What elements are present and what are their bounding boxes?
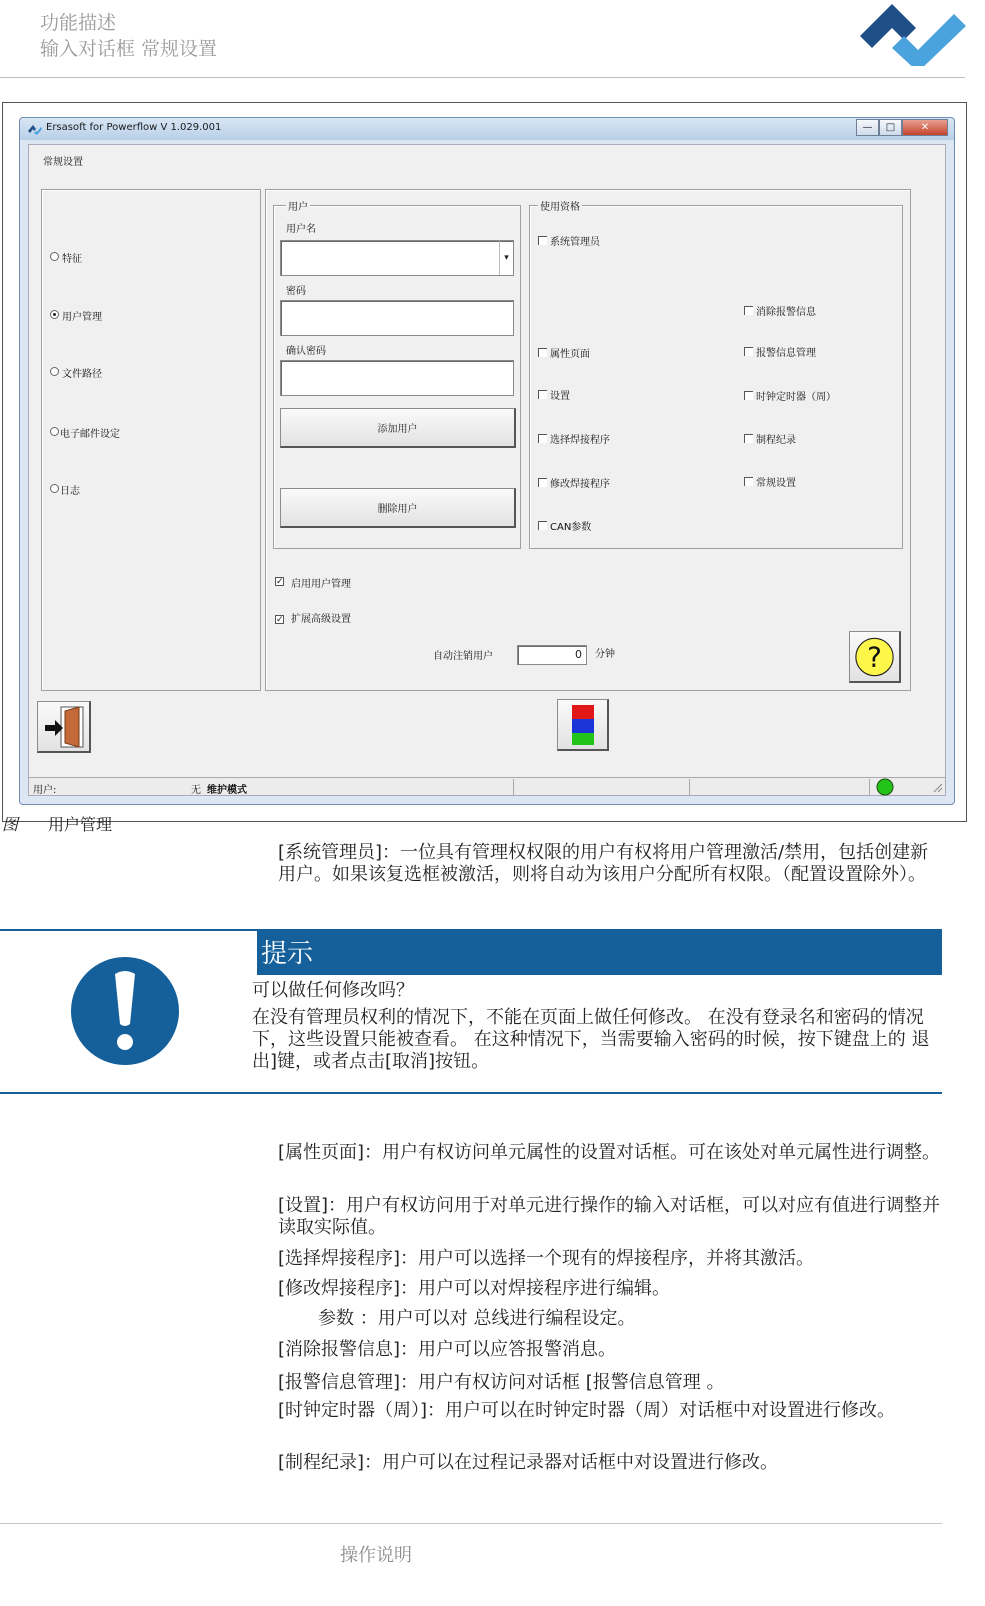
- brand-logo-icon: [858, 0, 968, 66]
- exit-button[interactable]: [37, 701, 91, 753]
- paragraph-admin: [系统管理员]：一位具有管理权权限的用户有权将用户管理激活/禁用，包括创建新用户。如果该复选框被激活，则将自动为该用户分配所有权限。（配置设置除外）。: [278, 842, 929, 885]
- status-mode: 维护模式: [207, 785, 247, 796]
- desc-can-parameters: 参数 ：用户可以对 总线进行编程设定。: [318, 1308, 636, 1329]
- checkbox-label: 启用用户管理: [291, 579, 351, 590]
- checkbox[interactable]: ✓: [276, 577, 284, 587]
- app-icon: [28, 123, 42, 135]
- username-combobox[interactable]: [280, 240, 514, 276]
- help-icon: [854, 635, 895, 679]
- header-chapter: 功能描述: [40, 12, 117, 34]
- desc-properties-page: [属性页面]：用户有权访问单元属性的设置对话框。可在该处对单元属性进行调整。: [278, 1142, 941, 1163]
- checkbox[interactable]: [538, 434, 547, 443]
- status-divider: [869, 779, 870, 795]
- checkbox[interactable]: [744, 306, 753, 315]
- checkbox[interactable]: [744, 434, 753, 443]
- figure-caption: 用户管理: [48, 815, 113, 834]
- signal-blue: [572, 719, 594, 733]
- password-field[interactable]: [280, 300, 514, 336]
- app-window: [19, 117, 955, 805]
- checkbox-label: CAN参数: [550, 522, 592, 533]
- signal-green: [572, 733, 594, 745]
- checkbox[interactable]: ✓: [276, 615, 284, 625]
- checkbox[interactable]: [538, 390, 547, 399]
- note-question: 可以做任何修改吗？: [252, 980, 414, 1001]
- checkbox-label: 扩展高级设置: [291, 614, 351, 625]
- signal-tower-icon: [570, 703, 596, 747]
- footer-text: 操作说明: [340, 1545, 412, 1566]
- confirm-password-field[interactable]: [280, 360, 514, 396]
- checkbox[interactable]: [538, 348, 547, 357]
- nav-radio[interactable]: [50, 252, 59, 261]
- rights-group-title: 使用资格: [538, 198, 582, 213]
- exclamation-icon: [70, 956, 180, 1066]
- exit-door-icon: [41, 705, 87, 749]
- delete-user-button[interactable]: 删除用户: [280, 488, 516, 528]
- checkbox-label: 选择焊接程序: [550, 435, 610, 446]
- status-bar: [29, 777, 945, 795]
- desc-edit-program: [修改焊接程序]：用户可以对焊接程序进行编辑。: [278, 1278, 671, 1299]
- checkbox[interactable]: [744, 391, 753, 400]
- nav-item-label: 特征: [62, 254, 82, 265]
- checkbox[interactable]: [538, 521, 547, 530]
- close-button[interactable]: ✕: [902, 119, 948, 136]
- footer-divider: [0, 1523, 942, 1524]
- status-user-label: 用户:: [33, 785, 57, 796]
- checkbox-label: 报警信息管理: [756, 348, 816, 359]
- desc-clear-alarms: [消除报警信息]：用户可以应答报警消息。: [278, 1339, 617, 1360]
- nav-item-label: 用户管理: [62, 312, 102, 323]
- autologout-unit: 分钟: [595, 649, 615, 660]
- nav-panel: [41, 189, 261, 691]
- checkbox-label: 属性页面: [550, 349, 590, 360]
- title-bar: [20, 118, 954, 140]
- header-section: 输入对话框 常规设置: [40, 38, 218, 60]
- checkbox-label: 设置: [550, 391, 570, 402]
- help-glyph: ?: [867, 639, 882, 673]
- status-divider: [689, 779, 690, 795]
- user-group: [273, 202, 521, 549]
- nav-radio[interactable]: [50, 367, 59, 376]
- checkbox-label: 时钟定时器（周）: [756, 392, 836, 403]
- add-user-button[interactable]: 添加用户: [280, 408, 516, 448]
- figure-label: 图: [2, 815, 19, 834]
- password-label: 密码: [286, 286, 306, 297]
- status-user-value: 无: [191, 785, 201, 796]
- page-header: [40, 10, 217, 62]
- username-label: 用户名: [286, 224, 316, 235]
- signal-tower-button[interactable]: [557, 699, 609, 751]
- status-divider: [513, 779, 514, 795]
- header-divider: [0, 77, 965, 78]
- desc-alarm-management: [报警信息管理]：用户有权访问对话框 [报警信息管理 。: [278, 1372, 725, 1393]
- signal-red: [572, 705, 594, 719]
- note-bottom-rule: [0, 1092, 942, 1094]
- maximize-button[interactable]: □: [879, 119, 902, 136]
- checkbox-label: 常规设置: [756, 478, 796, 489]
- checkbox[interactable]: [744, 477, 753, 486]
- checkbox[interactable]: [538, 478, 547, 487]
- resize-grip-icon[interactable]: [931, 781, 943, 793]
- window-controls: [856, 119, 948, 136]
- rights-group: [529, 202, 903, 549]
- nav-radio[interactable]: [50, 310, 59, 319]
- dropdown-arrow-icon[interactable]: ▾: [499, 241, 513, 275]
- checkbox-label: 制程纪录: [756, 435, 796, 446]
- confirm-password-label: 确认密码: [286, 346, 326, 357]
- status-led-icon: [875, 778, 895, 796]
- nav-radio[interactable]: [50, 427, 59, 436]
- minimize-button[interactable]: —: [856, 119, 879, 136]
- window-title: Ersasoft for Powerflow V 1.029.001: [46, 122, 222, 133]
- autologout-input[interactable]: 0: [517, 645, 587, 665]
- user-group-title: 用户: [286, 198, 310, 213]
- desc-settings: [设置]：用户有权访问用于对单元进行操作的输入对话框，可以对应有值进行调整并读取实际值。: [278, 1195, 941, 1238]
- note-body: 在没有管理员权利的情况下，不能在页面上做任何修改。 在没有登录名和密码的情况下，这些设置只能被查看。 在这种情况下，当需要输入密码的时候，按下键盘上的 退出]键，或者点击[取消]按钮。: [252, 1007, 930, 1072]
- desc-select-program: [选择焊接程序]：用户可以选择一个现有的焊接程序，并将其激活。: [278, 1248, 815, 1269]
- dialog-client: [28, 144, 946, 796]
- autologout-label: 自动注销用户: [433, 651, 493, 662]
- nav-item-label: 文件路径: [62, 369, 102, 380]
- checkbox-label: 消除报警信息: [756, 307, 816, 318]
- nav-item-label: 日志: [60, 486, 80, 497]
- note-title: 提示: [257, 931, 942, 975]
- checkbox-label: 系统管理员: [550, 237, 600, 248]
- tab-caption: 常规设置: [43, 157, 83, 168]
- checkbox[interactable]: [538, 236, 547, 245]
- nav-item-label: 电子邮件设定: [60, 429, 120, 440]
- nav-radio[interactable]: [50, 484, 59, 493]
- checkbox-label: 修改焊接程序: [550, 479, 610, 490]
- figure-screenshot: [2, 102, 967, 822]
- desc-weekly-timer: [时钟定时器（周）]：用户可以在时钟定时器（周）对话框中对设置进行修改。: [278, 1400, 896, 1421]
- checkbox[interactable]: [744, 347, 753, 356]
- help-button[interactable]: [849, 631, 901, 683]
- desc-process-log: [制程纪录]：用户可以在过程记录器对话框中对设置进行修改。: [278, 1452, 779, 1473]
